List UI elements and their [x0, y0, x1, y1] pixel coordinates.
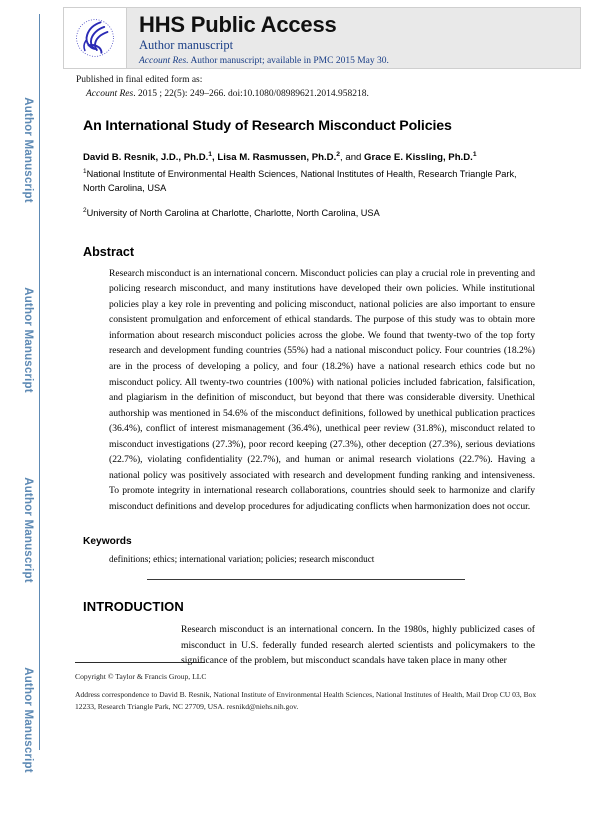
hhs-public-access-banner: [63, 7, 581, 69]
banner-title: HHS Public Access: [139, 12, 337, 38]
author-manuscript-rail: [0, 0, 46, 776]
rail-divider: [39, 14, 40, 750]
banner-citation-rest: Author manuscript; available in PMC 2015 May 30.: [188, 55, 389, 66]
affiliation-2: [83, 207, 535, 221]
affiliation-2-text: University of North Carolina at Charlotte, Charlotte, North Carolina, USA: [86, 208, 380, 219]
rail-label-1: Author Manuscript: [22, 97, 34, 203]
rail-label-2: Author Manuscript: [22, 287, 34, 393]
author-3: Grace E. Kissling, Ph.D.: [364, 152, 473, 163]
affiliation-1: [83, 168, 535, 196]
keywords-text: definitions; ethics; international variation; policies; research misconduct: [109, 554, 375, 565]
document-page: [46, 0, 600, 776]
correspondence-address: Address correspondence to David B. Resnik, National Institute of Environmental Health Sciences, National Institutes of Health, Mail Drop CU 03, Box 12233, Research Triangle Park, NC 27709, USA. resnikd@niehs.nih.gov.: [75, 690, 537, 711]
banner-citation: [139, 55, 580, 67]
published-as-label: Published in final edited form as:: [76, 75, 203, 85]
introduction-text: Research misconduct is an international concern. In the 1980s, highly publicized cases of misconduct in U.S. federally funded research alerted scientists and policymakers to the significance of the problem, but misconduct scandals have taken place in many other: [181, 624, 535, 667]
author-1: David B. Resnik, J.D., Ph.D.: [83, 152, 209, 163]
footer-divider: [75, 662, 205, 663]
banner-subtitle: Author manuscript: [139, 38, 234, 53]
author-conjunction: , and: [340, 152, 365, 163]
affiliation-1-marker: 1: [83, 168, 87, 176]
hhs-logo-icon: [64, 8, 127, 68]
author-list: [83, 151, 535, 164]
page-title: An International Study of Research Misconduct Policies: [83, 118, 452, 134]
published-as-block: [76, 74, 369, 102]
author-1-affil-marker: 1: [208, 150, 213, 158]
rail-label-4: Author Manuscript: [22, 667, 34, 773]
introduction-heading: INTRODUCTION: [83, 599, 184, 615]
author-3-affil-marker: 1: [472, 150, 477, 158]
page-footer: [75, 662, 545, 712]
affiliation-2-marker: 2: [83, 206, 87, 214]
rail-label-3: Author Manuscript: [22, 477, 34, 583]
banner-citation-journal: Account Res.: [139, 55, 189, 66]
abstract-heading: Abstract: [83, 244, 135, 259]
published-citation-rest: . 2015 ; 22(5): 249–266. doi:10.1080/08989621.2014.958218.: [133, 88, 369, 99]
abstract-text: Research misconduct is an international concern. Misconduct policies can play a crucial role in preventing and policing research misconduct, and many institutions have developed their own policies. While institutional policies play a key role in preventing and policing misconduct, national policies are also important to ensure consistent promulgation and enforcement of ethical standards. The purpose of this study was to obtain more information about research misconduct policies across the globe. We found that twenty-two of the top forty research and development funding countries (55%) had a national misconduct policy. Four countries (18.2%) are in the process of developing a policy, and four (18.2%) have a national research ethics code but no misconduct policy. All twenty-two countries (100%) with national policies included fabrication, falsification, and plagiarism in the definition of misconduct, but beyond that there was considerable diversity. Unethical authorship was mentioned in 54.6% of the misconduct definitions, followed by unethical publication practices (36.4%), conflict of interest mismanagement (36.4%), unethical peer review (31.8%), misconduct related to misconduct investigations (27.3%), poor record keeping (27.3%), other deception (27.3%), serious deviations (22.7%), violating confidentiality (22.7%), and human or animal research violations (22.7%). Having a national policy was positively associated with research and development funding ranking and intensiveness. To promote integrity in international research collaborations, countries should seek to harmonize and clarify misconduct definitions and develop procedures for adjudicating conflicts when harmonization does not occur.: [109, 267, 535, 512]
copyright-line: Copyright © Taylor & Francis Group, LLC: [75, 672, 207, 681]
affiliation-1-text: National Institute of Environmental Health Sciences, National Institutes of Health, Research Triangle Park, North Carolina, USA: [83, 169, 517, 194]
keywords-divider: [147, 579, 465, 580]
banner-text-block: [127, 8, 580, 68]
author-2-affil-marker: 2: [336, 150, 341, 158]
author-2: , Lisa M. Rasmussen, Ph.D.: [212, 152, 337, 163]
published-as-citation: [76, 88, 369, 102]
article-content: [83, 118, 535, 669]
published-journal: Account Res: [86, 88, 134, 99]
keywords-heading: Keywords: [83, 536, 132, 548]
